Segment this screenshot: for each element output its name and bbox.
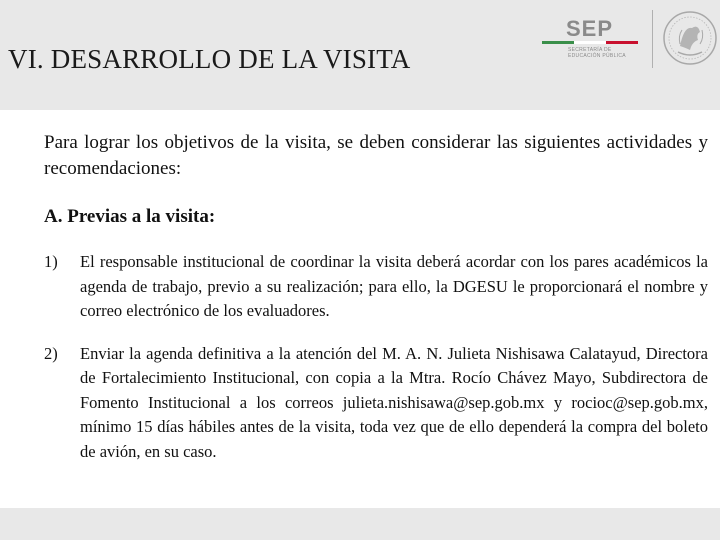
- sep-logo: [540, 14, 648, 68]
- list-item: [44, 342, 708, 465]
- sep-logo-subtitle-line1: SECRETARÍA DE: [568, 47, 612, 53]
- list-item-text: El responsable institucional de coordinar la visita deberá acordar con los pares académicos la agenda de trabajo, previo a su realización; para ello, la DGESU le proporcionará el nombre y correo electrónico de los evaluadores.: [80, 252, 708, 320]
- header-band: [0, 0, 720, 110]
- sep-logo-subtitle-line2: EDUCACIÓN PÚBLICA: [568, 53, 626, 59]
- list-item-number: 2): [44, 343, 58, 363]
- flag-stripe: [542, 41, 638, 44]
- list-item: [44, 250, 708, 324]
- seal-icon: [662, 6, 718, 72]
- list-item-text: Enviar la agenda definitiva a la atención del M. A. N. Julieta Nishisawa Calatayud, Directora de Fortalecimiento Institucional, con copia a la Mtra. Rocío Chávez Mayo, Subdirectora de Fomento Institucional a los correos julieta.nishisawa@sep.gob.mx y rocioc@sep.gob.mx, mínimo 15 días hábiles antes de la visita, toda vez que de ello dependerá la compra del boleto de avión, en su caso.: [80, 343, 708, 461]
- slide-title: VI. DESARROLLO DE LA VISITA: [8, 44, 411, 74]
- logo-divider: [652, 10, 653, 68]
- footer-band: [0, 508, 720, 540]
- activities-list: [44, 250, 708, 464]
- sep-logo-text: SEP: [566, 16, 614, 41]
- section-heading: A. Previas a la visita:: [44, 206, 216, 227]
- slide-content: [44, 130, 708, 464]
- list-item-number: 1): [44, 252, 58, 271]
- sep-logo-subtitle: [568, 47, 648, 59]
- intro-paragraph: Para lograr los objetivos de la visita, se deben considerar las siguientes actividades y recomendaciones:: [44, 132, 708, 179]
